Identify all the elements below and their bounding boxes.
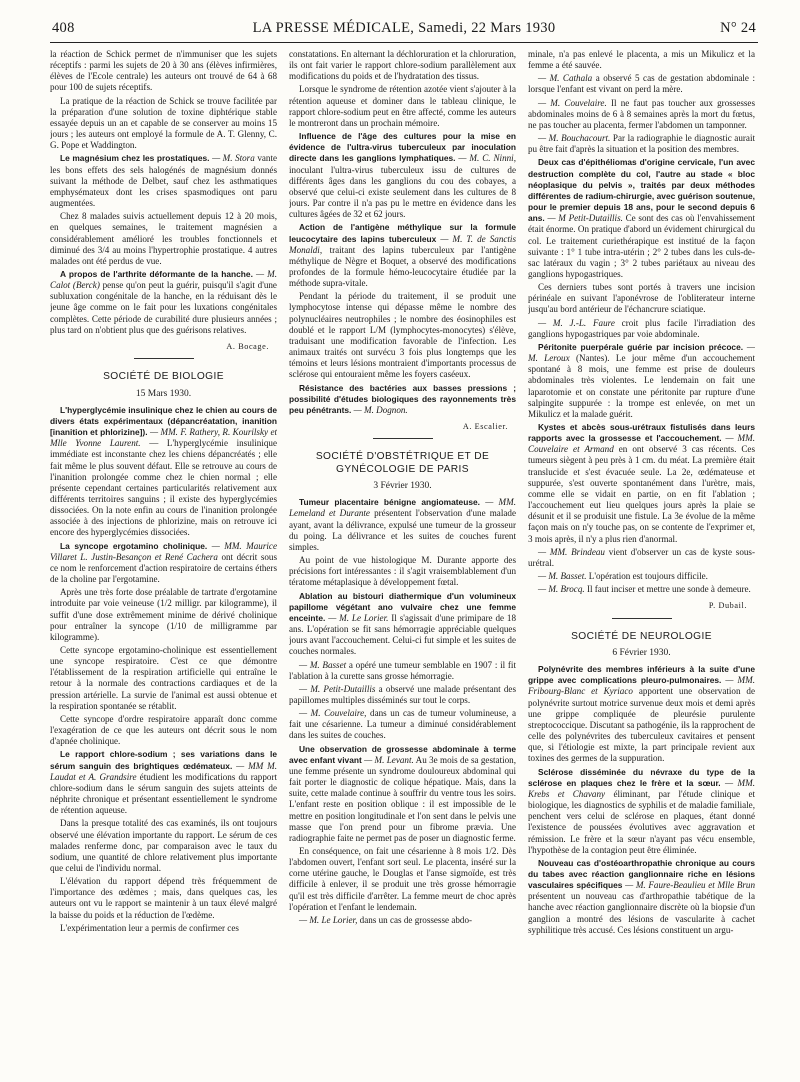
- author: — M. Calot (Berck): [50, 268, 277, 291]
- author: — M. J.-L. Faure: [538, 317, 615, 328]
- communication-text: présentent un nouveau cas d'arthropathie tabétique de la hanche avec réaction ganglionnaire discrète où la biopsie d'un ganglion a montré des lésions de vascularite à cachet syphilitique très accusé. Ces lésions constituent un argu-: [528, 891, 755, 935]
- communication-title: Nouveau cas d'ostéoarthropathie chronique au cours du tabes avec réaction ganglionnaire riche en lésions vasculaires spécifiques: [528, 857, 755, 891]
- author: — MM. Lemeland et Durante: [289, 497, 516, 519]
- communication-title: Le rapport chlore-sodium ; ses variations dans le sérum sanguin des brightiques œdémateux.: [50, 749, 277, 771]
- discussion: [289, 708, 516, 741]
- column-2: [289, 49, 516, 1074]
- discussion-text: a observé 5 cas de gestation abdominale : lorsque l'enfant est vivant on perd la mère.: [528, 73, 755, 95]
- column-3: [528, 49, 755, 1074]
- signature: P. Dubail.: [708, 601, 747, 611]
- communication-text: inoculant l'ultra-virus tuberculeux issu de cultures de différents âges dans les ganglions du cou des cobayes, a observé que celui-ci existe seulement dans les cultures de 8 jours. Par contre il n'a pas pu le mettre en évidence dans les cultures âgées de 32 et 62 jours.: [289, 164, 516, 220]
- separator-rule: [373, 438, 433, 439]
- author: — M. Le Lorier.: [328, 612, 389, 623]
- communication-title: L'hyperglycémie insulinique chez le chien au cours de divers états expérimentaux (dépancréatation, inanition [inanition et phlorizine]).: [50, 404, 277, 438]
- author: — M. Bouchacourt.: [538, 133, 611, 144]
- section-date: 3 Février 1930.: [373, 481, 432, 492]
- page-header: [52, 20, 756, 42]
- discussion: [528, 547, 755, 569]
- author: — MM M. Laudat et A. Grandsire: [50, 760, 277, 782]
- discussion: [528, 584, 755, 595]
- header-rule: [50, 42, 758, 43]
- paragraph: minale, n'a pas enlevé le placenta, a mis un Mikulicz et la femme a été sauvée.: [528, 49, 755, 71]
- communication-text: en ont observé 3 cas récents. Ces tumeurs siègent à peu près à 1 cm. du méat. La première était translucide et s'est évacuée seule. La 2e, œdémateuse et suppurée, s'est ouverte spontanément dans l'urètre, mais, comme elle se vidait en partie, on en fit l'ablation ; l'accouchement eut lieu quelques jours après la plaie se désunit et il se produisit une fistule. La 3e évolue de la même façon mais on n'y touche pas, on se contente de l'exprimer et, 3 mois après, il n'y a plus rien d'anormal.: [528, 444, 755, 544]
- discussion-text: Il ne faut pas toucher aux grossesses abdominales moins de 6 à 8 semaines après la mort du fœtus, ne pas toucher au placenta, fermer l'abdomen un tamponner.: [528, 97, 755, 130]
- communication-text: Ce sont des cas où l'envahissement était énorme. On pratique d'abord un évidement chirurgical du col. Le traitement curiethérapique est institué de la façon suivante : 1° 1 tube intra-utérin ; 2° 2 tubes dans les culs-de-sac latéraux du vagin ; 3° 2 tubes pariétaux au niveau des ganglions hypogastriques.: [528, 213, 755, 279]
- communication: [528, 342, 755, 420]
- discussion-text: dans un cas de grossesse abdo-: [359, 914, 473, 925]
- author: — M. Basset: [299, 659, 347, 670]
- communication-text: Il s'agissait d'une primipare de 18 ans. L'opération se fit sans hémorragie appréciable quelques jours avant l'accouchement. Celui-ci fut simple et les suites de couches normales.: [289, 612, 516, 657]
- communication: [528, 664, 755, 764]
- communication-title: Polynévrite des membres inférieurs à la suite d'une grippe avec complications pleuro-pulmonaires.: [528, 664, 755, 686]
- communication-text: pense qu'on peut la guérir, puisqu'il s'agit d'une subluxation congénitale de la hanche, en la réduisant dès le jeune âge comme on le fait pour les luxations congénitales complètes. Cette période de curabilité dure plusieurs années ; plus tard on n'obtient plus que des guérisons relatives.: [50, 280, 277, 335]
- paragraph: la réaction de Schick permet de n'immuniser que les sujets réceptifs : parmi les sujets de 20 à 30 ans (élèves infirmières, élèves de l'Ecole centrale) les auteurs ont trouvé de 64 à 68 pour 100 de sujets réceptifs.: [50, 49, 277, 93]
- author: — MM. Brindeau: [538, 546, 605, 557]
- section-title: SOCIÉTÉ D'OBSTÉTRIQUE ET DE GYNÉCOLOGIE DE PARIS: [315, 451, 490, 475]
- section-heading: [528, 631, 755, 660]
- communication-title: Deux cas d'épithéliomas d'origine cervicale, l'un avec destruction complète du col, l'autre au stade « bloc néoplasique du pelvis », traités par deux méthodes différentes de radium-chirurgie, avec guérison soutenue, pour le premier depuis 18 ans, pour le second depuis 6 ans.: [528, 157, 755, 224]
- issue-number: N° 24: [720, 20, 756, 36]
- author: — M. Cathala: [538, 73, 593, 84]
- communication: [50, 153, 277, 209]
- author: — M. Couvelaire.: [538, 97, 607, 108]
- communication: [50, 405, 277, 539]
- paragraph: En conséquence, on fait une césarienne à 8 mois 1/2. Dès l'abdomen ouvert, l'enfant sort seul. Le placenta, inséré sur la corne utérine gauche, le Douglas et l'anse sigmoïde, est très difficile à enlever, il se produit une très grosse hémorragie qu'il est très difficile d'arrêter. La femme meurt de choc après l'opération et l'enfant le lendemain.: [289, 846, 516, 912]
- communication: [289, 744, 516, 844]
- author: — MM. Maurice Villaret L. Justin-Besançon et René Cachera: [50, 540, 277, 562]
- communication: [528, 157, 755, 280]
- communication: [50, 749, 277, 816]
- author: — M. Stora: [212, 153, 255, 164]
- communication-text: éliminant, par l'étude clinique et biologique, les diagnostics de syphilis et de maladie familiale, penchent vers celui de sclérose en plaques, étant donné l'existence de poussées évolutives avec aggravation et rémission. Le frère et la sœur n'ayant pas vécu ensemble, l'hypothèse de la contagion peut être éliminée.: [528, 788, 755, 855]
- communication-title: Péritonite puerpérale guérie par incision précoce.: [538, 341, 744, 352]
- communication-text: apportent une observation de polynévrite surtout motrice survenue deux mois et demi après une grippe compliquée de pleurésie purulente streptococcique. Discutant sa pathogénie, ils la rapprochent de celle des polynévrites des tuberculeux cavitaires et pensent que, si l'étiologie est mixte, la part principale revient aux toxines des germes de la suppuration.: [528, 686, 755, 764]
- separator-rule: [612, 618, 672, 619]
- author: — M. Couvelaire,: [299, 708, 367, 719]
- author: — MM. Fribourg-Blanc et Kyriaco: [528, 675, 755, 697]
- paragraph: Pendant la période du traitement, il se produit une lymphocytose intense qui dépasse même le nombre des polynucléaires neutrophiles ; le nombre des éosinophiles est doublé et le rapport L/M (lymphocytes-monocytes) s'élève, traduisant une modification favorable de l'infection. Les animaux traités ont survécu 3 fois plus longtemps que les témoins et leurs lésions montraient d'importants processus de sclérose qui entouraient même les foyers caséeux.: [289, 291, 516, 380]
- section-title: SOCIÉTÉ DE BIOLOGIE: [103, 371, 224, 383]
- discussion: [528, 318, 755, 340]
- communication-title: La syncope ergotamino cholinique.: [60, 540, 208, 551]
- communication: [289, 497, 516, 553]
- page-number: 408: [52, 20, 75, 36]
- paragraph: Lorsque le syndrome de rétention azotée vient s'ajouter à la rétention aqueuse et dominer dans le tableau clinique, le rapport chlore-sodium peut en être affecté, comme les auteurs le montreront dans un prochain mémoire.: [289, 84, 516, 128]
- communication-title: Résistance des bactéries aux basses pressions ; possibilité d'études biologiques des rayonnements très peu pénétrants.: [289, 382, 516, 415]
- communication-title: Kystes et abcès sous-urétraux fistulisés dans leurs rapports avec la grossesse et l'accouchement.: [528, 422, 755, 444]
- signature: A. Escalier.: [462, 422, 508, 431]
- author: — M. Faure-Beaulieu et Mlle Brun: [625, 880, 755, 891]
- communication: [50, 269, 277, 336]
- discussion-text: Par la radiographie le diagnostic aurait pu être fait d'après la situation et la position des membres.: [528, 133, 755, 155]
- discussion-text: Il faut inciser et mettre une sonde à demeure.: [586, 584, 751, 595]
- communication: [50, 541, 277, 586]
- paragraph: La pratique de la réaction de Schick se trouve facilitée par la préparation d'une solution de toxine diphtérique stable essayée depuis un an et capable de se conserver au moins 15 jours ; les auteurs ont employé la formule de A. T. Glenny, C. G. Pope et Waddington.: [50, 95, 277, 151]
- column-1: [50, 49, 277, 1074]
- discussion-text: vient d'observer un cas de kyste sous-urétral.: [528, 546, 755, 568]
- section-heading: [289, 451, 516, 492]
- communication: [289, 222, 516, 289]
- author: — M Petit-Dutaillis.: [547, 213, 623, 224]
- section-date: 15 Mars 1930.: [135, 388, 192, 399]
- author: — M. Leroux: [528, 341, 755, 364]
- author: — M. C. Ninni,: [458, 153, 516, 164]
- communication-text: traitant des lapins tuberculeux par l'antigène méthylique de Nègre et Boquet, a observé des modifications profondes de la formule hémo-leucocytaire étudiée par la méthode supra-vitale.: [289, 244, 516, 289]
- paragraph: Après une très forte dose préalable de tartrate d'ergotamine introduite par voie veineuse (1/2 milligr. par kilogramme), il suffit d'une dose extrêmement minime de dérivé cholinique pour entraîner la syncope (1/10 de milligramme par kilogramme).: [50, 587, 277, 642]
- article-columns: [50, 49, 756, 1074]
- communication: [528, 767, 755, 856]
- communication-text: — L'hyperglycémie insulinique immédiate est inconstante chez les chiens dépancréatés ; elle fait même le plus souvent défaut. Elle se retrouve au cours de l'inanition prolongée comme chez le chien normal ; elle présente cependant certaines particularités relativement aux différents territoires sanguins ; il existe des hyperglycémies dissociées. On la note enfin au cours de l'inanition prolongée associée à des injections de phlorizine, mais on retrouve ici encore des hyperglycémies dissociées.: [50, 438, 277, 538]
- communication-text: Au 3e mois de sa gestation, une femme présente un syndrome douloureux abdominal qui fait porter le diagnostic de colique hépatique. Mais, dans la suite, cette malade continue à souffrir du ventre tous les soirs. L'enfant reste en position oblique : il est impossible de le mettre en position longitudinale et l'on sent dans le pelvis une masse que l'on prend pour un fibrome prævia. Une radiographie faite ne permet pas de poser un diagnostic ferme.: [289, 754, 516, 843]
- discussion-text: L'opération est toujours difficile.: [588, 571, 708, 582]
- discussion: [289, 915, 516, 926]
- author: — M. Levant.: [364, 754, 414, 765]
- author: — M. Le Lorier,: [299, 914, 358, 925]
- discussion-text: dans un cas de tumeur volumineuse, a fait une césarienne. La tumeur a diminué considérablement dans les suites de couches.: [289, 708, 516, 741]
- discussion-text: croit plus facile l'irradiation des ganglions hypogastriques par voie abdominale.: [528, 317, 755, 339]
- author: — M. Brocq.: [538, 584, 585, 595]
- author: — MM. Couvelaire et Armand: [528, 433, 755, 455]
- communication-text: (Nantes). Le jour même d'un accouchement spontané à 8 mois, une femme est prise de douleurs abdominales très violentes. Le lendemain on fait une laparotomie et on constate une péritonite par rupture d'une salpingite suppurée : la trompe est enlevée, on met un Mikulicz et la malade guérit.: [528, 353, 755, 419]
- paragraph: Au point de vue histologique M. Durante apporte des précisions fort intéressantes : il s'agit vraisemblablement d'un tératome métaplasique à développement fœtal.: [289, 555, 516, 588]
- paragraph: L'expérimentation leur a permis de confirmer ces: [60, 922, 239, 933]
- signature: A. Bocage.: [226, 341, 269, 351]
- discussion: [528, 571, 755, 582]
- author: — M. Petit-Dutaillis: [299, 683, 376, 694]
- communication-title: Le magnésium chez les prostatiques.: [60, 153, 210, 164]
- communication: [289, 383, 516, 416]
- communication-title: Influence de l'âge des cultures pour la mise en évidence de l'ultra-virus tuberculeux par inoculation directe dans les ganglions lymphatiques.: [289, 131, 516, 164]
- discussion: [528, 73, 755, 95]
- communication: [289, 131, 516, 220]
- discussion-text: a opéré une tumeur semblable en 1907 : il fit l'ablation à la curette sans grosse hémorragie.: [289, 659, 516, 681]
- communication-title: Ablation au bistouri diathermique d'un volumineux papillome végétant ano vulvaire chez une femme enceinte.: [289, 590, 516, 623]
- author: — M. T. de Sanctis Monaldi,: [289, 233, 516, 255]
- author: — M. Basset.: [538, 571, 587, 582]
- discussion: [528, 133, 755, 155]
- discussion: [289, 660, 516, 682]
- communication-title: A propos de l'arthrite déformante de la hanche.: [60, 268, 253, 279]
- paragraph: Cette syncope ergotamino-cholinique est essentiellement une syncope respiratoire. C'est ce que démontre l'établissement de la respiration artificielle qui entraîne le retour à la normale des contractions cardiaques et de la pression artérielle. La survie de l'animal est aussi obtenue et la respiration spontanée se rétablit.: [50, 645, 277, 711]
- journal-title: LA PRESSE MÉDICALE, Samedi, 22 Mars 1930: [252, 20, 556, 36]
- communication: [289, 591, 516, 658]
- communication-text: ont décrit sous ce nom le renforcement d'action respiratoire de certains éthers de la choline par l'ergotamine.: [50, 551, 277, 585]
- communication-title: Une observation de grossesse abdominale à terme avec enfant vivant: [289, 743, 516, 765]
- discussion: [528, 98, 755, 131]
- communication: [528, 422, 755, 545]
- author: — MM. F. Rathery, R. Kourilsky et Mlle Yvonne Laurent.: [50, 427, 277, 449]
- discussion: [289, 684, 516, 706]
- communication-text: étudient les modifications du rapport chlore-sodium dans le sérum sanguin des sujets atteints de néphrite chronique et présentant essentiellement le syndrome de rétention aqueuse.: [50, 771, 277, 816]
- communication-text: présentent l'observation d'une malade ayant, avant la délivrance, expulsé une tumeur de la grosseur du poing. La délivrance et les suites de couches furent simples.: [289, 508, 516, 552]
- communication: [528, 858, 755, 936]
- communication-title: Action de l'antigène méthylique sur la formule leucocytaire des lapins tuberculeux: [289, 222, 516, 244]
- paragraph: Dans la presque totalité des cas examinés, ils ont toujours observé une élévation importante du rapport. Le sérum de ces malades renferme donc, par comparaison avec le taux du sodium, une quantité de chlore relativement plus importante que celui de l'individu normal.: [50, 818, 277, 873]
- discussion-text: a observé une malade présentant des papillomes multiples disséminés sur tout le corps.: [289, 683, 516, 705]
- communication-title: Tumeur placentaire bénigne angiomateuse.: [299, 497, 480, 508]
- section-date: 6 Février 1930.: [612, 648, 671, 658]
- paragraph: Cette syncope d'ordre respiratoire apparaît donc comme l'exagération de ce que les auteurs ont décrit sous le nom d'apnée cholinique.: [50, 713, 277, 747]
- paragraph: Chez 8 malades suivis actuellement depuis 12 à 20 mois, en quelques semaines, le traitement magnésien a considérablement amélioré les troubles fonctionnels et diminué des 3/4 au moins l'hypertrophie prostatique. 4 autres malades ont été perdus de vue.: [50, 211, 277, 266]
- paragraph: Ces derniers tubes sont portés à travers une incision périnéale en suivant l'aponévrose de l'obliterateur interne jusqu'au bord antérieur de l'échancrure sciatique.: [528, 282, 755, 315]
- author: — MM. Krebs et Chavany: [528, 777, 755, 799]
- section-title: SOCIÉTÉ DE NEUROLOGIE: [571, 630, 712, 642]
- section-heading: [50, 371, 277, 400]
- communication-title: Sclérose disséminée du névraxe du type de la sclérose en plaques chez le frère et la sœur.: [528, 766, 755, 788]
- author: — M. Dognon.: [353, 404, 408, 415]
- paragraph: L'élévation du rapport dépend très fréquemment de l'importance des œdèmes ; mais, dans quelques cas, les auteurs ont vu le rapport se maintenir à un taux élevé malgré la baisse du poids et la réduction de l'œdème.: [50, 876, 277, 920]
- communication-text: vante les bons effets des sels halogénés de magnésium donnés suivant la méthode de Delbet, sauf chez les asthmatiques emphysémateux dont les crises spasmodiques ont paru augmentées.: [50, 153, 277, 209]
- paragraph: constatations. En alternant la déchloruration et la chloruration, ils ont fait varier le rapport chlore-sodium parallèlement aux modifications du poids et de l'hydratation des tissus.: [289, 49, 516, 82]
- separator-rule: [134, 358, 194, 359]
